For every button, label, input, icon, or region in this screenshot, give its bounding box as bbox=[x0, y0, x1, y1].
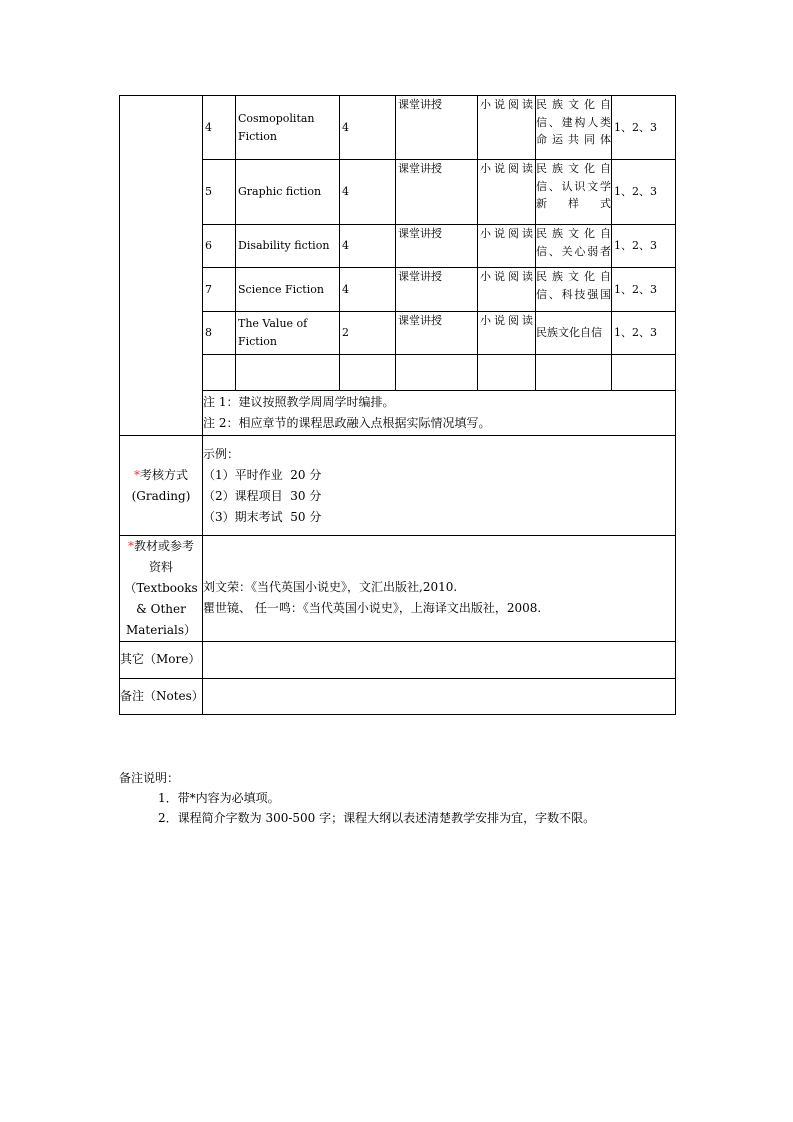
notes-label: 备注（Notes） bbox=[120, 679, 203, 715]
more-row bbox=[120, 642, 676, 679]
row-number: 6 bbox=[203, 225, 236, 268]
grading-content bbox=[203, 436, 676, 536]
row-number: 4 bbox=[203, 96, 236, 160]
remarks-section bbox=[119, 768, 595, 828]
more-label: 其它（More） bbox=[120, 642, 203, 679]
remark-item: 1．带*内容为必填项。 bbox=[158, 791, 280, 805]
row-activity-text: 小说阅读 bbox=[480, 162, 533, 175]
row-ideology-text: 民族文化自信、科技强国 bbox=[536, 270, 611, 301]
row-ideology-text: 民族文化自信、认识文学新样式 bbox=[536, 162, 611, 211]
row-goals: 1、2、3 bbox=[612, 312, 676, 355]
schedule-notes-row bbox=[120, 391, 676, 436]
row-number: 8 bbox=[203, 312, 236, 355]
remarks-title: 备注说明： bbox=[119, 771, 180, 785]
row-activity-text: 小说阅读 bbox=[480, 98, 533, 111]
row-activity-text: 小说阅读 bbox=[480, 270, 533, 283]
row-hours: 4 bbox=[340, 160, 396, 225]
textbooks-label-text: 教材或参考资料（Textbooks & Other Materials） bbox=[124, 539, 198, 637]
empty-cell bbox=[536, 355, 612, 391]
row-goals: 1、2、3 bbox=[612, 225, 676, 268]
grading-item: （1）平时作业 20 分 bbox=[203, 467, 322, 482]
row-goals: 1、2、3 bbox=[612, 160, 676, 225]
schedule-section-label-cell bbox=[120, 96, 203, 436]
row-activity bbox=[478, 96, 536, 160]
empty-cell bbox=[340, 355, 396, 391]
reference-item: 刘文荣：《当代英国小说史》，文汇出版社,2010. bbox=[203, 579, 458, 594]
row-number: 5 bbox=[203, 160, 236, 225]
row-method: 课堂讲授 bbox=[396, 312, 478, 355]
more-value bbox=[203, 642, 676, 679]
schedule-note-2: 注 2：相应章节的课程思政融入点根据实际情况填写。 bbox=[203, 416, 491, 430]
row-hours: 4 bbox=[340, 268, 396, 312]
row-activity-text: 小说阅读 bbox=[480, 227, 533, 240]
required-star: * bbox=[127, 539, 134, 553]
notes-value bbox=[203, 679, 676, 715]
grading-row bbox=[120, 436, 676, 536]
row-goals: 1、2、3 bbox=[612, 96, 676, 160]
row-ideology bbox=[536, 268, 612, 312]
empty-cell bbox=[203, 355, 236, 391]
textbooks-label bbox=[120, 536, 203, 642]
row-hours: 2 bbox=[340, 312, 396, 355]
course-table bbox=[119, 95, 676, 715]
notes-row bbox=[120, 679, 676, 715]
required-star: * bbox=[133, 467, 140, 482]
reference-item: 瞿世镜、 任一鸣：《当代英国小说史》，上海译文出版社，2008. bbox=[203, 600, 542, 615]
empty-cell bbox=[396, 355, 478, 391]
grading-intro: 示例： bbox=[203, 446, 240, 461]
row-method: 课堂讲授 bbox=[396, 160, 478, 225]
row-number: 7 bbox=[203, 268, 236, 312]
grading-label bbox=[120, 436, 203, 536]
row-activity bbox=[478, 225, 536, 268]
empty-schedule-row bbox=[120, 355, 676, 391]
grading-item: （2）课程项目 30 分 bbox=[203, 488, 322, 503]
row-method: 课堂讲授 bbox=[396, 96, 478, 160]
row-topic: Disability fiction bbox=[236, 225, 340, 268]
row-method: 课堂讲授 bbox=[396, 268, 478, 312]
row-method: 课堂讲授 bbox=[396, 225, 478, 268]
grading-item: （3）期末考试 50 分 bbox=[203, 509, 322, 524]
textbooks-row bbox=[120, 536, 676, 642]
schedule-row bbox=[120, 96, 676, 160]
row-ideology bbox=[536, 96, 612, 160]
remark-item: 2．课程简介字数为 300-500 字；课程大纲以表述清楚教学安排为宜，字数不限。 bbox=[158, 811, 596, 825]
row-hours: 4 bbox=[340, 225, 396, 268]
row-hours: 4 bbox=[340, 96, 396, 160]
grading-label-en: (Grading) bbox=[131, 488, 191, 503]
row-topic: Graphic fiction bbox=[236, 160, 340, 225]
row-ideology bbox=[536, 225, 612, 268]
row-activity bbox=[478, 268, 536, 312]
row-ideology-text: 民族文化自信、建构人类命运共同体 bbox=[536, 98, 611, 147]
empty-cell bbox=[612, 355, 676, 391]
schedule-row bbox=[120, 268, 676, 312]
row-topic: The Value of Fiction bbox=[236, 312, 340, 355]
row-topic: Cosmopolitan Fiction bbox=[236, 96, 340, 160]
row-ideology-text: 民族文化自信、关心弱者 bbox=[536, 227, 611, 258]
schedule-row bbox=[120, 225, 676, 268]
row-goals: 1、2、3 bbox=[612, 268, 676, 312]
row-ideology bbox=[536, 160, 612, 225]
empty-cell bbox=[478, 355, 536, 391]
row-ideology: 民族文化自信 bbox=[536, 312, 612, 355]
schedule-notes bbox=[203, 391, 676, 436]
row-activity bbox=[478, 312, 536, 355]
row-activity bbox=[478, 160, 536, 225]
grading-label-cn: 考核方式 bbox=[139, 467, 188, 482]
schedule-row bbox=[120, 312, 676, 355]
schedule-note-1: 注 1：建议按照教学周周学时编排。 bbox=[203, 395, 395, 409]
empty-cell bbox=[236, 355, 340, 391]
schedule-row bbox=[120, 160, 676, 225]
row-topic: Science Fiction bbox=[236, 268, 340, 312]
textbooks-content bbox=[203, 536, 676, 642]
row-activity-text: 小说阅读 bbox=[480, 314, 533, 327]
